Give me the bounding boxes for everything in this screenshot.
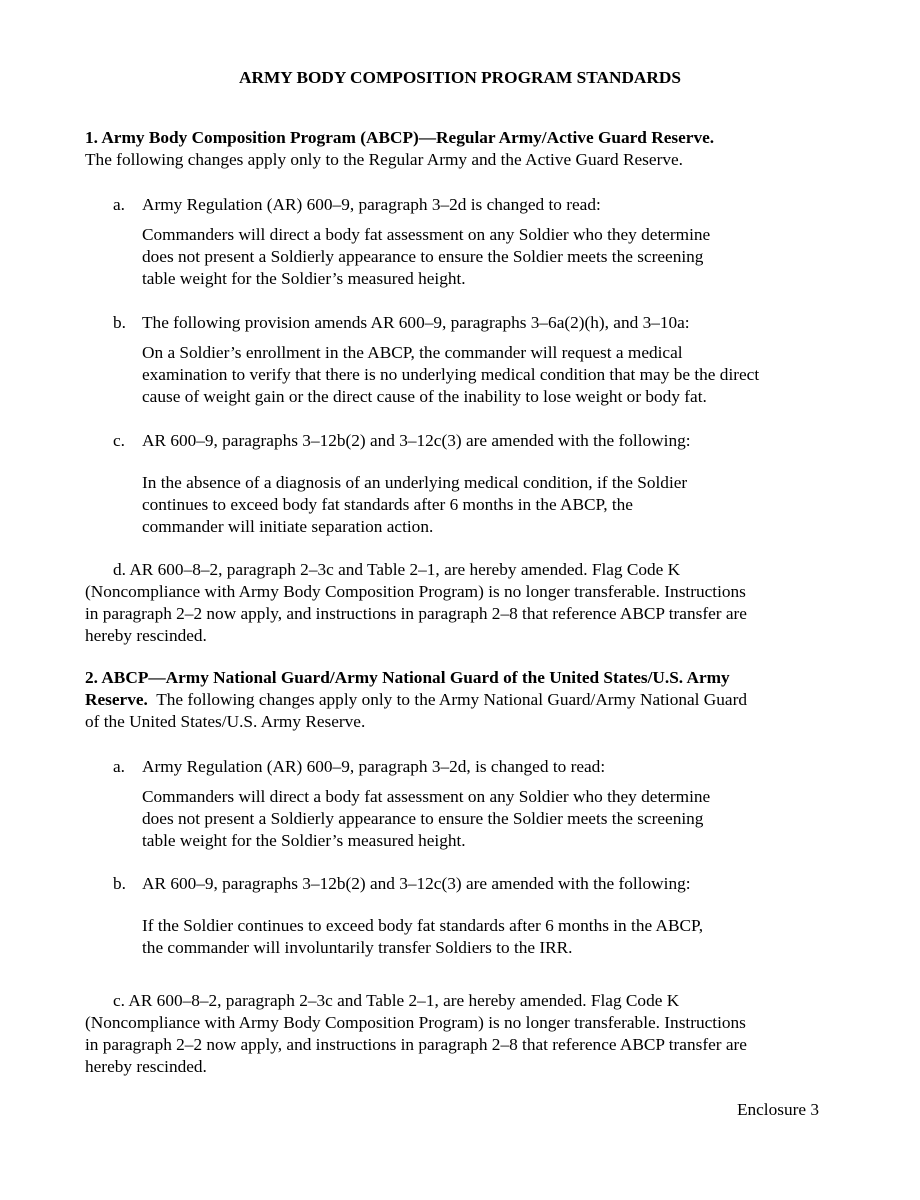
section-1-c-label: c. xyxy=(113,431,125,450)
section-2-b-quote xyxy=(142,915,832,959)
section-1-c-quote xyxy=(142,472,832,538)
paragraph-line: (Noncompliance with Army Body Composition Program) is no longer transferable. Instructions xyxy=(85,1013,746,1032)
section-1-a-text: Army Regulation (AR) 600–9, paragraph 3–2d is changed to read: xyxy=(142,195,601,214)
section-2-intro-cont: of the United States/U.S. Army Reserve. xyxy=(85,712,366,731)
section-1-d-paragraph xyxy=(85,559,830,647)
quote-line: table weight for the Soldier’s measured height. xyxy=(142,269,466,288)
enclosure-label: Enclosure 3 xyxy=(736,1100,819,1119)
section-2-a-label: a. xyxy=(113,757,125,776)
page-title: ARMY BODY COMPOSITION PROGRAM STANDARDS xyxy=(239,68,681,87)
section-2-b-label: b. xyxy=(113,874,126,893)
section-1-c-text: AR 600–9, paragraphs 3–12b(2) and 3–12c(3) are amended with the following: xyxy=(142,431,691,450)
quote-line: On a Soldier’s enrollment in the ABCP, the commander will request a medical xyxy=(142,343,683,362)
quote-line: commander will initiate separation action. xyxy=(142,517,434,536)
paragraph-line: c. AR 600–8–2, paragraph 2–3c and Table 2–1, are hereby amended. Flag Code K xyxy=(113,991,680,1010)
section-2-intro: The following changes apply only to the Army National Guard/Army National Guard xyxy=(147,690,747,709)
paragraph-line: (Noncompliance with Army Body Composition Program) is no longer transferable. Instructions xyxy=(85,582,746,601)
quote-line: Commanders will direct a body fat assessment on any Soldier who they determine xyxy=(142,787,711,806)
section-1-b-quote xyxy=(142,342,832,408)
quote-line: does not present a Soldierly appearance to ensure the Soldier meets the screening xyxy=(142,809,704,828)
section-1-a-quote xyxy=(142,224,832,290)
quote-line: does not present a Soldierly appearance to ensure the Soldier meets the screening xyxy=(142,247,704,266)
section-1-b-text: The following provision amends AR 600–9, paragraphs 3–6a(2)(h), and 3–10a: xyxy=(142,313,690,332)
quote-line: cause of weight gain or the direct cause of the inability to lose weight or body fat. xyxy=(142,387,707,406)
section-2-heading: 2. ABCP—Army National Guard/Army National Guard of the United States/U.S. Army xyxy=(85,668,730,687)
quote-line: the commander will involuntarily transfer Soldiers to the IRR. xyxy=(142,938,573,957)
section-2-c-paragraph xyxy=(85,990,830,1078)
paragraph-line: hereby rescinded. xyxy=(85,626,207,645)
section-2-heading-bold: Reserve. xyxy=(85,690,148,709)
quote-line: Commanders will direct a body fat assessment on any Soldier who they determine xyxy=(142,225,711,244)
paragraph-line: d. AR 600–8–2, paragraph 2–3c and Table 2–1, are hereby amended. Flag Code K xyxy=(113,560,681,579)
section-2-a-quote xyxy=(142,786,832,852)
quote-line: examination to verify that there is no underlying medical condition that may be the direct xyxy=(142,365,760,384)
section-1-heading: 1. Army Body Composition Program (ABCP)—Regular Army/Active Guard Reserve. xyxy=(85,128,715,147)
quote-line: table weight for the Soldier’s measured height. xyxy=(142,831,466,850)
section-1-header xyxy=(85,127,830,171)
paragraph-line: in paragraph 2–2 now apply, and instructions in paragraph 2–8 that reference ABCP transfer are xyxy=(85,1035,747,1054)
quote-line: If the Soldier continues to exceed body fat standards after 6 months in the ABCP, xyxy=(142,916,704,935)
quote-line: continues to exceed body fat standards after 6 months in the ABCP, the xyxy=(142,495,633,514)
section-2-b-text: AR 600–9, paragraphs 3–12b(2) and 3–12c(3) are amended with the following: xyxy=(142,874,691,893)
section-1-a-label: a. xyxy=(113,195,125,214)
section-2-header xyxy=(85,667,830,733)
section-2-a-text: Army Regulation (AR) 600–9, paragraph 3–2d, is changed to read: xyxy=(142,757,606,776)
section-1-intro: The following changes apply only to the Regular Army and the Active Guard Reserve. xyxy=(85,150,683,169)
section-2-heading-line2 xyxy=(85,689,830,711)
paragraph-line: in paragraph 2–2 now apply, and instructions in paragraph 2–8 that reference ABCP transfer are xyxy=(85,604,747,623)
paragraph-line: hereby rescinded. xyxy=(85,1057,207,1076)
quote-line: In the absence of a diagnosis of an underlying medical condition, if the Soldier xyxy=(142,473,688,492)
section-1-b-label: b. xyxy=(113,313,126,332)
